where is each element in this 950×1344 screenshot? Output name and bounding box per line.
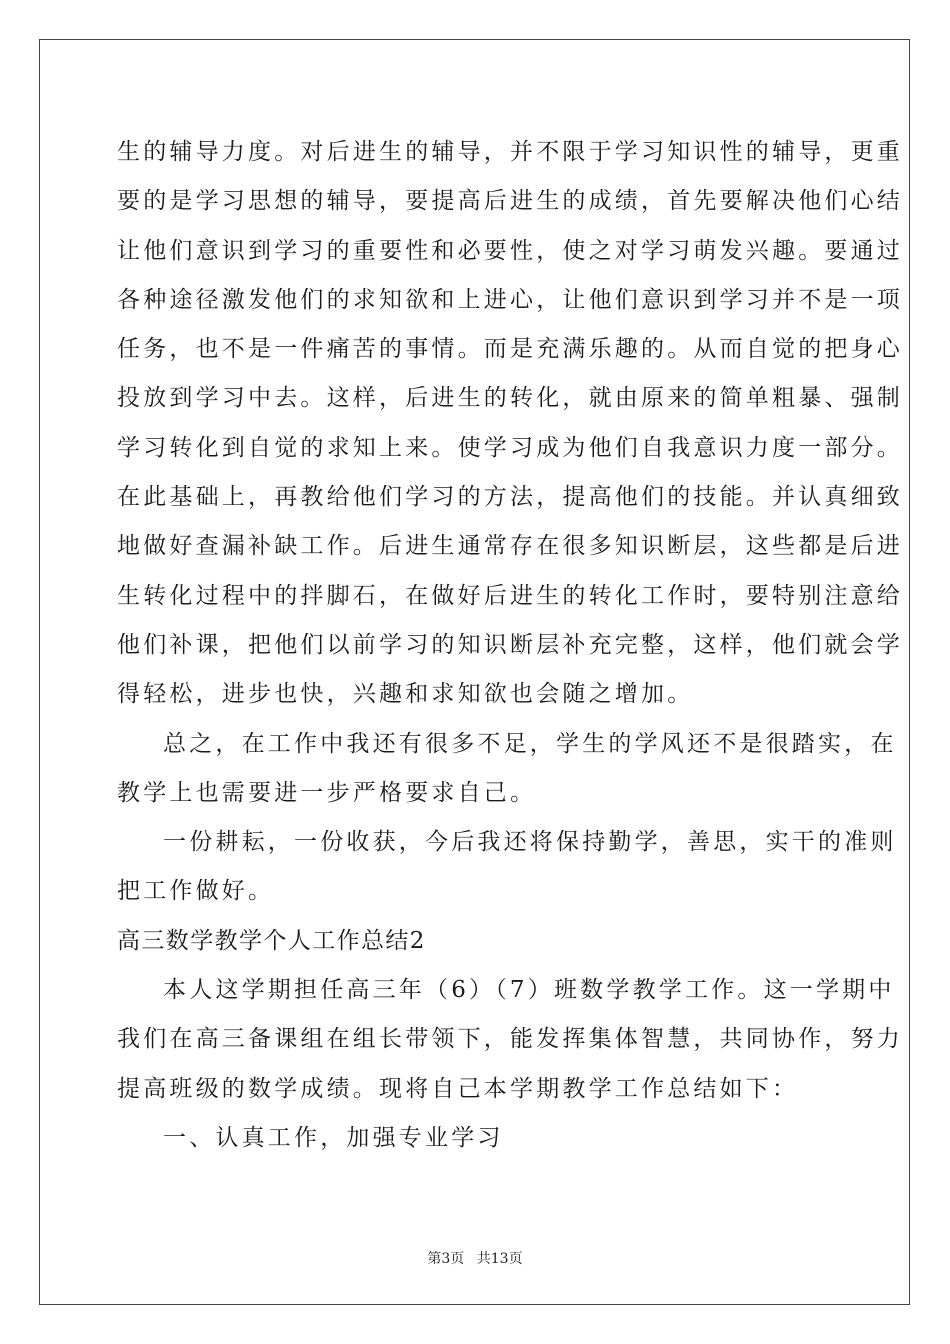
document-body xyxy=(117,128,903,1163)
paragraph-start-line: 本人这学期担任高三年（6）（7）班数学教学工作。这一学期中 xyxy=(163,977,895,1004)
total-pages: 共13页 xyxy=(476,1251,523,1267)
text-line: 任务，也不是一件痛苦的事情。而是充满乐趣的。从而自觉的把身心 xyxy=(117,336,903,363)
text-line: 生的辅导力度。对后进生的辅导，并不限于学习知识性的辅导，更重 xyxy=(117,139,903,165)
text-line: 让他们意识到学习的重要性和必要性，使之对学习萌发兴趣。要通过 xyxy=(117,237,903,264)
page-footer xyxy=(0,1248,950,1268)
text-line: 我们在高三备课组在组长带领下，能发挥集体智慧，共同协作，努力 xyxy=(117,1026,903,1053)
text-line: 提高班级的数学成绩。现将自己本学期教学工作总结如下： xyxy=(117,1075,799,1102)
section-heading: 高三数学教学个人工作总结2 xyxy=(117,927,426,954)
text-line: 要的是学习思想的辅导，要提高后进生的成绩，首先要解决他们心结 xyxy=(117,188,903,215)
text-line: 把工作做好。 xyxy=(117,878,275,905)
text-line: 生转化过程中的拌脚石，在做好后进生的转化工作时，要特别注意给 xyxy=(117,582,903,609)
paragraph-start-line: 一份耕耘，一份收获，今后我还将保持勤学，善思，实干的准则 xyxy=(163,829,897,856)
text-line: 学习转化到自觉的求知上来。使学习成为他们自我意识力度一部分。 xyxy=(117,434,903,461)
page-number: 第3页 xyxy=(427,1251,465,1267)
paragraph-start-line: 总之，在工作中我还有很多不足，学生的学风还不是很踏实，在 xyxy=(163,730,897,757)
text-line: 投放到学习中去。这样，后进生的转化，就由原来的简单粗暴、强制 xyxy=(117,385,903,412)
text-line: 在此基础上，再教给他们学习的方法，提高他们的技能。并认真细致 xyxy=(117,484,903,511)
text-line: 他们补课，把他们以前学习的知识断层补充完整，这样，他们就会学 xyxy=(117,631,903,658)
text-line: 地做好查漏补缺工作。后进生通常存在很多知识断层，这些都是后进 xyxy=(117,533,903,560)
text-line: 教学上也需要进一步严格要求自己。 xyxy=(117,779,537,806)
text-line: 得轻松，进步也快，兴趣和求知欲也会随之增加。 xyxy=(117,681,694,708)
subsection-heading: 一、认真工作，加强专业学习 xyxy=(163,1124,504,1151)
text-line: 各种途径激发他们的求知欲和上进心，让他们意识到学习并不是一项 xyxy=(117,286,903,313)
